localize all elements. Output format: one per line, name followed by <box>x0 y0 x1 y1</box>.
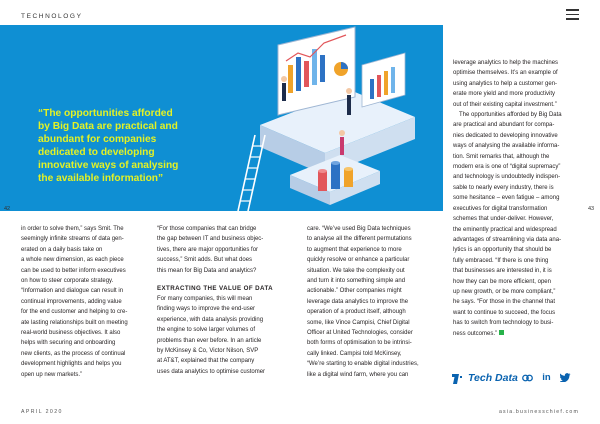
text-line: problems than ever before. In an article <box>157 337 262 344</box>
text-line: Officer at United Technologies, consider <box>307 330 413 337</box>
text-line: to analyse all the different permutations <box>307 236 412 243</box>
menu-icon[interactable] <box>566 9 579 20</box>
text-line: success,” Smit adds. But what does <box>157 257 253 264</box>
text-line: like a digital wind farm, where you can <box>307 371 409 378</box>
data-analytics-illustration <box>200 25 443 211</box>
text-line: out of their existing capital investment.” <box>453 101 557 108</box>
text-line: development highlights and helps you <box>21 361 122 368</box>
text-line: nies dedicated to developing innovative <box>453 132 558 139</box>
text-line: modern era is one of “digital supremacy” <box>453 164 561 171</box>
section-label: TECHNOLOGY <box>21 13 83 20</box>
page-number-right: 43 <box>588 206 595 212</box>
text-line: open up new markets.” <box>21 371 83 378</box>
pull-quote-line: “The opportunities afforded <box>38 108 173 119</box>
linkedin-icon[interactable]: in <box>542 372 551 383</box>
text-line: new clients, as the process of continual <box>21 350 126 357</box>
pull-quote <box>38 107 208 185</box>
text-line: by McKinsey & Co, Victor Nilson, SVP <box>157 348 259 355</box>
text-line: uses data analytics to optimise customer <box>157 368 266 375</box>
text-line: erate more yield and more productivity <box>453 91 556 98</box>
twitter-icon[interactable] <box>560 372 571 383</box>
text-line: on how to steer corporate strategy. <box>21 278 114 285</box>
article-column-2 <box>157 224 273 377</box>
text-line: quickly resolve or enhance a particular <box>307 257 410 264</box>
tech-data-logo-mark <box>452 372 466 384</box>
text-line: cally linked. Campisi told McKinsey, <box>307 350 402 357</box>
tech-data-logo-text: Tech Data <box>468 372 518 384</box>
text-line: experience, with data analysis providing <box>157 316 264 323</box>
text-line: can be used to better inform executives <box>21 267 126 274</box>
text-line: ate lasting relationships built on meeting <box>21 319 128 326</box>
text-line: erated on a daily basis take on <box>21 246 103 253</box>
text-line: and technology is undoubtedly indispen- <box>453 174 561 181</box>
text-line: this mean for Big Data and analytics? <box>157 267 257 274</box>
text-line: leverage data analytics to improve the <box>307 298 409 305</box>
text-line-end <box>453 329 562 339</box>
pull-quote-line: abundant for companies <box>38 134 157 145</box>
social-links <box>522 372 571 383</box>
text-line: some hesitance – even fatigue – among <box>453 195 560 202</box>
text-line: For many companies, this will mean <box>157 296 253 303</box>
text-line: are practical and abundant for compa- <box>453 122 555 129</box>
text-line: that businesses are interested in, it is <box>453 268 552 275</box>
website-url[interactable]: asia.businesschief.com <box>498 409 579 415</box>
text-line: at AT&T, explained that the company <box>157 358 255 365</box>
text-line: both forms of optimisation to be intrinsi- <box>307 340 412 347</box>
text-line: tion. Smit remarks that, although the <box>453 153 550 160</box>
text-line: care. “We’ve used Big Data techniques <box>307 226 411 232</box>
text-line: helps with securing and onboarding <box>21 340 116 347</box>
text-line: up new growth, or be more compliant,” <box>453 288 556 295</box>
pull-quote-line: dedicated to developing <box>38 147 155 158</box>
pull-quote-line: by Big Data are practical and <box>38 121 178 132</box>
text-line: ness outcomes.” <box>453 330 498 337</box>
text-line: the engine to solve larger volumes of <box>157 327 256 334</box>
text-line: seemingly infinite streams of data gen- <box>21 236 124 243</box>
text-line: want to continue to succeed, the focus <box>453 309 556 316</box>
text-line: advantages of streamlining via data ana- <box>453 236 562 243</box>
text-line: a whole new dimension, as each piece <box>21 257 124 264</box>
text-line: for the end customer and helping to cre- <box>21 309 128 316</box>
text-line: “Information and dialogue can result in <box>21 288 124 295</box>
article-column-4 <box>453 58 562 339</box>
text-line: the eminently practical and widespread <box>453 226 557 233</box>
text-line: “For those companies that can bridge <box>157 226 257 232</box>
text-line: “We’re starting to enable digital industries, <box>307 361 419 368</box>
text-line: how they can be more efficient, open <box>453 278 551 285</box>
text-line: leverage analytics to help the machines <box>453 60 559 66</box>
text-line: real-world business objectives. It also <box>21 330 121 337</box>
text-line: actionable.” Other companies might <box>307 288 402 295</box>
tech-data-logo[interactable] <box>452 370 518 386</box>
text-line: in order to solve them,” says Smit. The <box>21 226 124 232</box>
hero-image <box>0 25 443 211</box>
text-line: The opportunities afforded by Big Data <box>459 112 562 119</box>
pull-quote-line: the available information” <box>38 173 164 184</box>
pull-quote-line: innovative ways of analysing <box>38 160 179 171</box>
text-line: continual improvements, adding value <box>21 298 122 305</box>
text-line: lytics is an opportunity that should be <box>453 247 552 254</box>
text-line: he says. “For those in the channel that <box>453 299 556 306</box>
subheading: EXTRACTING THE VALUE OF DATA <box>157 285 274 293</box>
text-line: sable to nearly every industry, there is <box>453 184 554 191</box>
text-line: ways of analysing the available informa- <box>453 143 560 150</box>
end-mark <box>499 330 504 335</box>
issue-date: APRIL 2020 <box>21 409 63 415</box>
text-line: optimise themselves. It’s an example of <box>453 70 558 77</box>
link-icon[interactable] <box>522 372 533 383</box>
text-line: some, like Vince Campisi, Chief Digital <box>307 319 410 326</box>
text-line: fully embraced. “If there is one thing <box>453 257 549 264</box>
text-line: finding ways to improve the end-user <box>157 306 256 313</box>
text-line: and turn it into something simple and <box>307 278 406 285</box>
text-line: tives, there are major opportunities for <box>157 246 259 253</box>
text-line: has to switch from technology to busi- <box>453 320 554 327</box>
text-line: the gap between IT and business objec- <box>157 236 264 243</box>
text-line: situation. We take the complexity out <box>307 267 405 274</box>
text-line: schemes that under-deliver. However, <box>453 216 554 223</box>
article-column-3 <box>307 224 419 380</box>
text-line: to augment that experience to more <box>307 246 402 253</box>
text-line: using analytics to help a customer gen- <box>453 80 558 87</box>
text-line: operation of a product itself, although <box>307 309 406 316</box>
article-column-1 <box>21 224 128 380</box>
text-line: executives for digital transformation <box>453 205 548 212</box>
page-number-left: 42 <box>4 206 11 212</box>
